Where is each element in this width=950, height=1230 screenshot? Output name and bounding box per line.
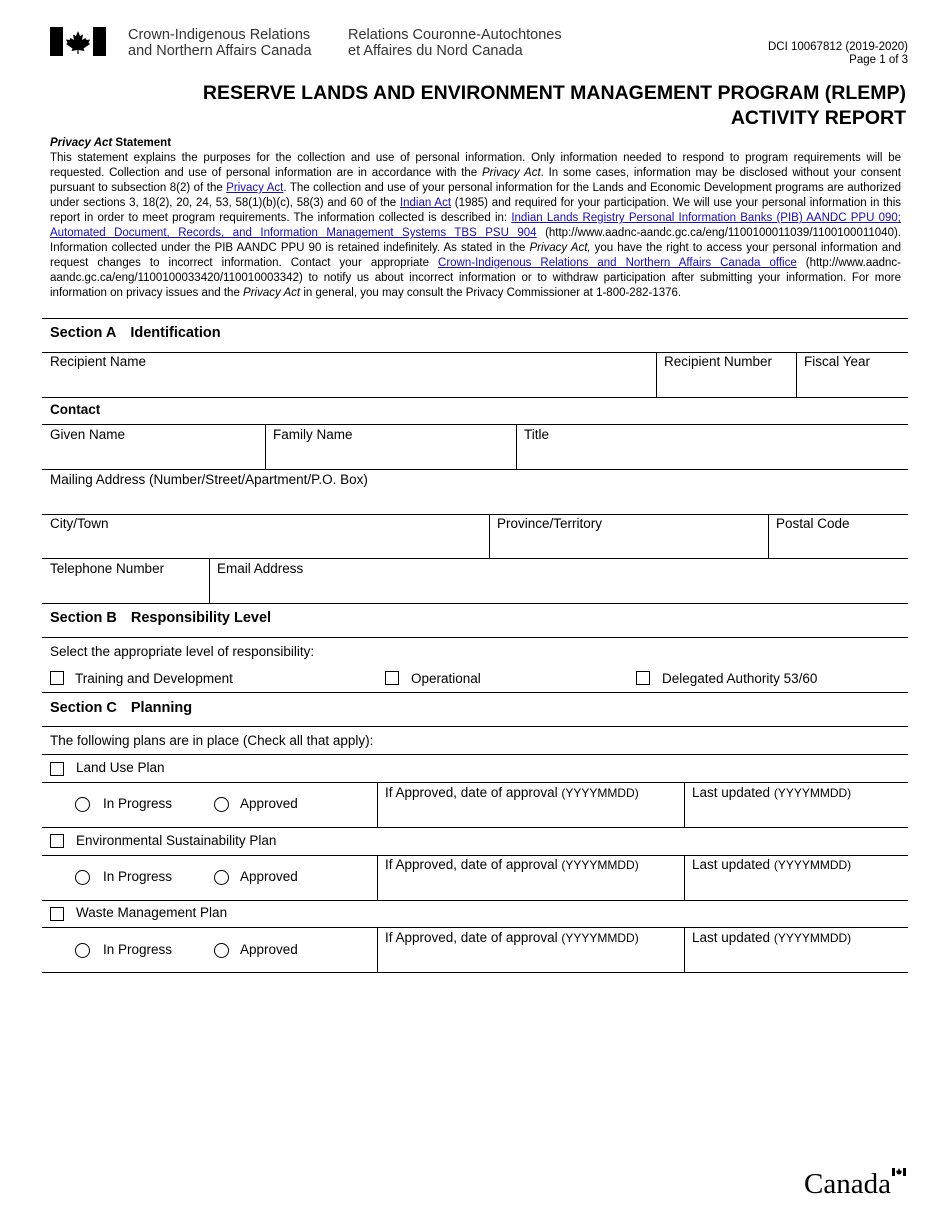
svg-text:Canada: Canada — [804, 1168, 891, 1196]
approved-label: Approved — [240, 796, 298, 811]
section-c-heading: Section C Planning — [50, 700, 193, 716]
land-use-approved-radio[interactable] — [214, 797, 229, 812]
approved-label: Approved — [240, 869, 298, 884]
plan-label: Environmental Sustainability Plan — [76, 833, 277, 848]
privacy-statement: Privacy Act Statement This statement explains the purposes for the collection and use of personal information. Only information needed to respond to program requirements will be requested. Collection and use of personal information are in accordance with the Privacy Act. In some cases, information may be disclosed without your consent pursuant to subsection 8(2) of the Privacy Act. The collection and use of your personal information for the Lands and Economic Development programs are authorized under sections 3, 18(2), 20, 24, 53, 58(1)(b)(c), 58(3) and 60 of the Indian Act (1985) and required for your participation. We will use your personal information in this report in order to meet program requirements. The information collected is described in: Indian Lands Registry Personal Information Banks (PIB) AANDC PPU 090; Automated Document, Records, and Information Management Systems TBS PSU 904 (http://www.aadnc-aandc.gc.ca/eng/1100100011039/1100100011040). Information collected under the PIB AANDC PPU 90 is retained indefinitely. As stated in the Privacy Act, you have the right to access your personal information and request changes to incorrect information. Contact your appropriate Crown-Indigenous Relations and Northern Affairs Canada office (http://www.aadnc-aandc.gc.ca/eng/1100100033420/110010003342) to notify us about incorrect information or to withdraw participation after submitting your information. For more information on privacy issues and the Privacy Act in general, you may consult the Privacy Commissioner at 1-800-282-1376. — [50, 137, 901, 299]
section-a-heading: Section A Identification — [50, 325, 221, 341]
in-progress-label: In Progress — [103, 869, 173, 884]
training-checkbox[interactable] — [50, 671, 64, 685]
planning-instruction: The following plans are in place (Check all that apply): — [50, 733, 374, 748]
form-title: RESERVE LANDS AND ENVIRONMENT MANAGEMENT PROGRAM (RLEMP) ACTIVITY REPORT — [202, 82, 906, 129]
canada-flag-icon — [50, 27, 106, 56]
plan-label: Land Use Plan — [76, 760, 165, 775]
section-b-heading: Section B Responsibility Level — [50, 610, 272, 626]
environmental-in-progress-radio[interactable] — [75, 870, 90, 885]
land-use-last-updated-field[interactable]: Last updated (YYYYMMDD) — [692, 785, 852, 800]
fiscal-year-field[interactable]: Fiscal Year — [804, 354, 871, 369]
environmental-approval-date-field[interactable]: If Approved, date of approval (YYYYMMDD) — [385, 857, 639, 872]
mailing-address-field[interactable]: Mailing Address (Number/Street/Apartment/P.O. Box) — [50, 472, 368, 487]
recipient-name-field[interactable]: Recipient Name — [50, 354, 147, 369]
waste-in-progress-radio[interactable] — [75, 943, 90, 958]
waste-last-updated-field[interactable]: Last updated (YYYYMMDD) — [692, 930, 852, 945]
page-number: Page 1 of 3 — [849, 54, 908, 66]
waste-approval-date-field[interactable]: If Approved, date of approval (YYYYMMDD) — [385, 930, 639, 945]
waste-approved-radio[interactable] — [214, 943, 229, 958]
telephone-field[interactable]: Telephone Number — [50, 561, 165, 576]
delegated-authority-checkbox[interactable] — [636, 671, 650, 685]
privacy-title: Privacy Act Statement — [50, 137, 172, 149]
indian-act-link[interactable]: Indian Act — [399, 197, 452, 209]
postal-code-field[interactable]: Postal Code — [776, 516, 850, 531]
pib-link[interactable]: Indian Lands Registry Personal Information Banks (PIB) AANDC PPU 090; Automated Document, Records, and Information Management Systems TBS PSU 904 — [50, 212, 901, 239]
family-name-field[interactable]: Family Name — [273, 427, 353, 442]
approved-label: Approved — [240, 942, 298, 957]
land-use-plan-checkbox[interactable] — [50, 762, 64, 776]
land-use-approval-date-field[interactable]: If Approved, date of approval (YYYYMMDD) — [385, 785, 639, 800]
document-number: DCI 10067812 (2019-2020) Page 1 of 3 — [767, 41, 908, 66]
given-name-field[interactable]: Given Name — [50, 427, 126, 442]
operational-checkbox[interactable] — [385, 671, 399, 685]
responsibility-instruction: Select the appropriate level of responsibility: — [50, 644, 315, 659]
environmental-approved-radio[interactable] — [214, 870, 229, 885]
land-use-in-progress-radio[interactable] — [75, 797, 90, 812]
in-progress-label: In Progress — [103, 796, 173, 811]
email-field[interactable]: Email Address — [217, 561, 304, 576]
recipient-number-field[interactable]: Recipient Number — [664, 354, 773, 369]
waste-management-plan-checkbox[interactable] — [50, 907, 64, 921]
training-label: Training and Development — [75, 671, 233, 686]
environmental-last-updated-field[interactable]: Last updated (YYYYMMDD) — [692, 857, 852, 872]
title-field[interactable]: Title — [524, 427, 550, 442]
office-link[interactable]: Crown-Indigenous Relations and Northern Affairs Canada office — [438, 257, 797, 269]
privacy-act-link[interactable]: Privacy Act — [226, 182, 284, 194]
department-name-en: Crown-Indigenous Relations and Northern Affairs Canada — [128, 27, 312, 59]
plan-label: Waste Management Plan — [76, 905, 228, 920]
department-name-fr: Relations Couronne-Autochtones et Affaires du Nord Canada — [348, 27, 562, 59]
contact-heading: Contact — [50, 402, 101, 417]
delegated-authority-label: Delegated Authority 53/60 — [662, 671, 818, 686]
environmental-plan-checkbox[interactable] — [50, 834, 64, 848]
operational-label: Operational — [411, 671, 481, 686]
province-field[interactable]: Province/Territory — [497, 516, 603, 531]
in-progress-label: In Progress — [103, 942, 173, 957]
city-field[interactable]: City/Town — [50, 516, 109, 531]
canada-wordmark-logo — [804, 1166, 908, 1196]
